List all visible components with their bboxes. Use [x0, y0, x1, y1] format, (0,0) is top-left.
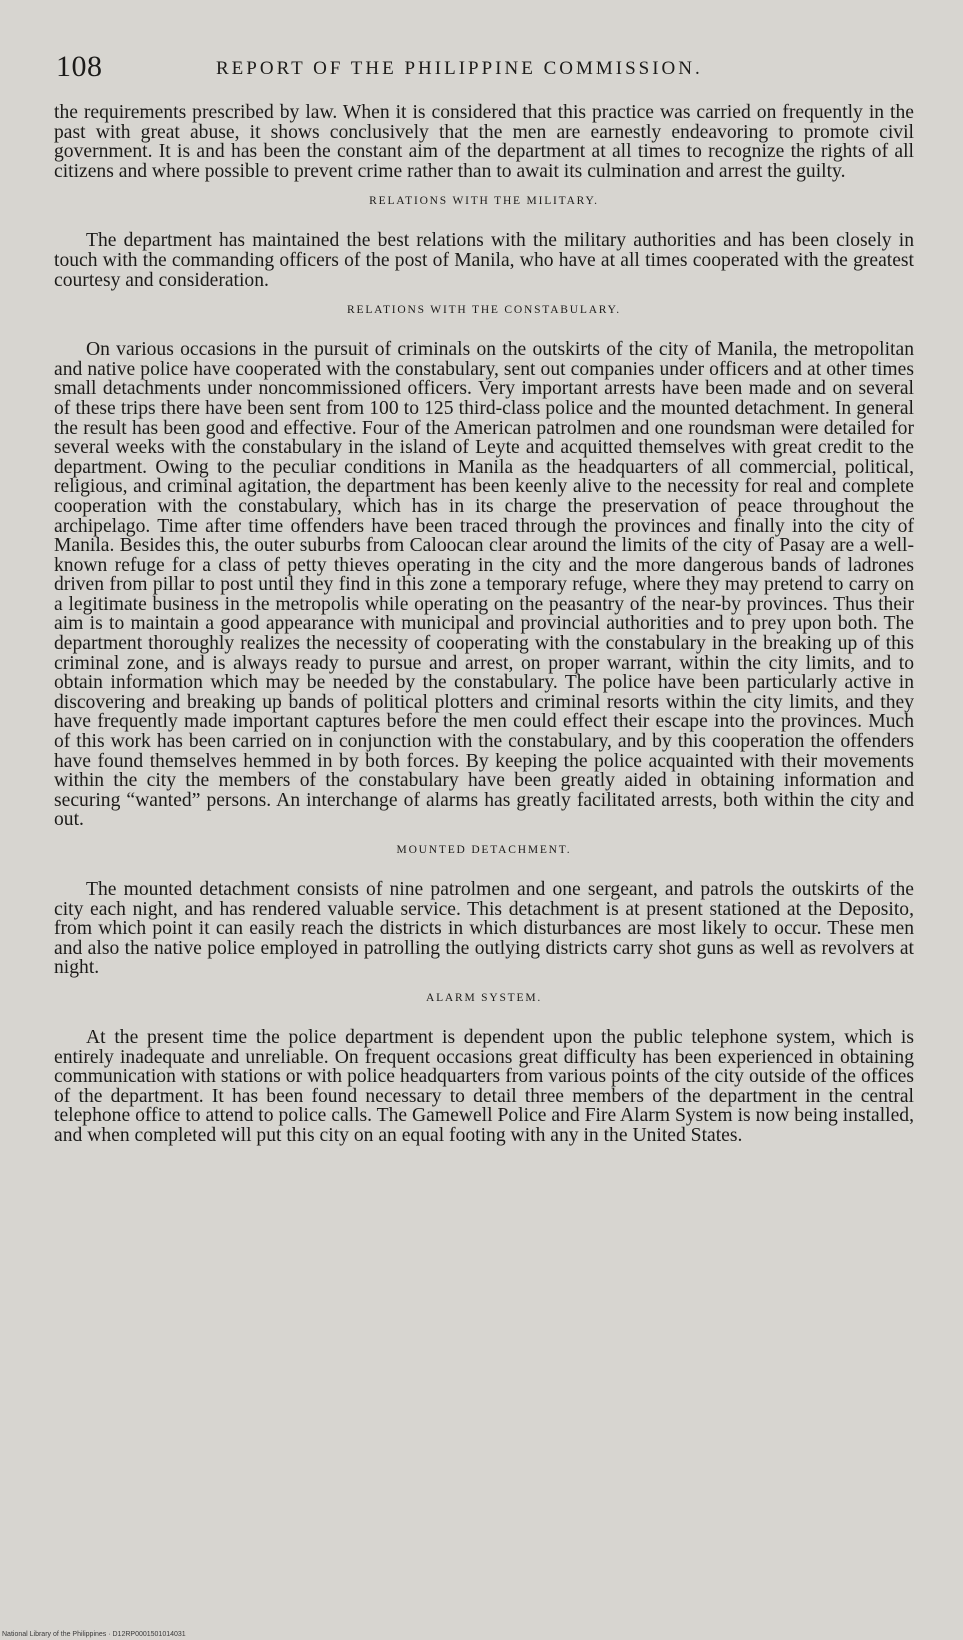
paragraph-alarm-system: At the present time the police department is dependent upon the public telephone system, which is entirely inadequate and unreliable. On frequent occasions great difficulty has been experienced in obtaining communication with stations or with police headquarters from various points of the city outside of the offices of the department. It has been found necessary to detail three members of the department in the central telephone office to attend to police calls. The Gamewell Police and Fire Alarm System is now being installed, and when completed will put this city on an equal footing with any in the United States. [54, 1026, 914, 1146]
paragraph-military: The department has maintained the best relations with the military authorities and has been closely in touch with the commanding officers of the post of Manila, who have at all times cooperated with the greatest courtesy and consideration. [54, 230, 914, 291]
paragraph-constabulary: On various occasions in the pursuit of criminals on the outskirts of the city of Manila, the metropolitan and native police have cooperated with the constabulary, sent out companies under officers and at other times small detachments under noncommissioned officers. Very important arrests have been made and on several of these trips there have been sent from 100 to 125 third-class police and the mounted detachment. In general the result has been good and effective. Four of the American patrolmen and one roundsman were detailed for several weeks with the constabulary in the island of Leyte and acquitted themselves with great credit to the department. Owing to the peculiar conditions in Manila as the headquarters of all commercial, political, religious, and criminal agitation, the department has been keenly alive to the necessity for real and complete cooperation with the constabulary, which has in its charge the preservation of peace throughout the archipelago. Time after time offenders have been traced through the provinces and finally into the city of Manila. Besides this, the outer suburbs from Caloocan clear around the limits of the city of Pasay are a well-known refuge for a class of petty thieves operating in the city and the more dangerous bands of ladrones driven from pillar to post until they find in this zone a temporary refuge, where they may pretend to carry on a legitimate business in the metropolis while operating on the peasantry of the near-by provinces. Thus their aim is to maintain a good appearance with municipal and provincial authorities and to prey upon both. The department thoroughly realizes the necessity of cooperating with the constabulary in the breaking up of this criminal zone, and is always ready to pursue and arrest, on proper warrant, within the city limits, and to obtain information which may be needed by the constabulary. The police have been particularly active in discovering and breaking up bands of political plotters and criminal resorts within the city limits, and they have frequently made important captures before the men could effect their escape into the provinces. Much of this work has been carried on in conjunction with the constabulary, and by this cooperation the offenders have found themselves hemmed in by both forces. By keeping the police acquainted with their movements within the city the members of the constabulary have been greatly aided in obtaining information and securing “wanted” persons. An interchange of alarms has greatly facilitated arrests, both within the city and out. [54, 339, 914, 831]
page-body [54, 103, 914, 1146]
paragraph-mounted-detachment: The mounted detachment consists of nine patrolmen and one sergeant, and patrols the outskirts of the city each night, and has rendered valuable service. This detachment is at present stationed at the Deposito, from which point it can easily reach the districts in which disturbances are most likely to occur. These men and also the native police employed in patrolling the outlying districts carry shot guns as well as revolvers at night. [54, 879, 914, 979]
page-number: 108 [56, 50, 103, 83]
running-header [56, 50, 916, 90]
opening-paragraph: the requirements prescribed by law. When it is considered that this practice was carried on frequently in the past with great abuse, it shows conclusively that the men are earnestly endeavoring to promote civil government. It is and has been the constant aim of the department at all times to recognize the rights of all citizens and where possible to prevent crime rather than to await its culmination and arrest the guilty. [54, 102, 914, 182]
section-heading-alarm-system: ALARM SYSTEM. [425, 991, 543, 1004]
section-heading-military: RELATIONS WITH THE MILITARY. [369, 195, 599, 208]
scan-credit: National Library of the Philippines · D12RP0001501014031 [2, 1631, 186, 1638]
running-title: REPORT OF THE PHILIPPINE COMMISSION. [216, 58, 703, 79]
section-heading-mounted-detachment: MOUNTED DETACHMENT. [396, 844, 572, 856]
section-heading-constabulary: RELATIONS WITH THE CONSTABULARY. [347, 304, 621, 317]
